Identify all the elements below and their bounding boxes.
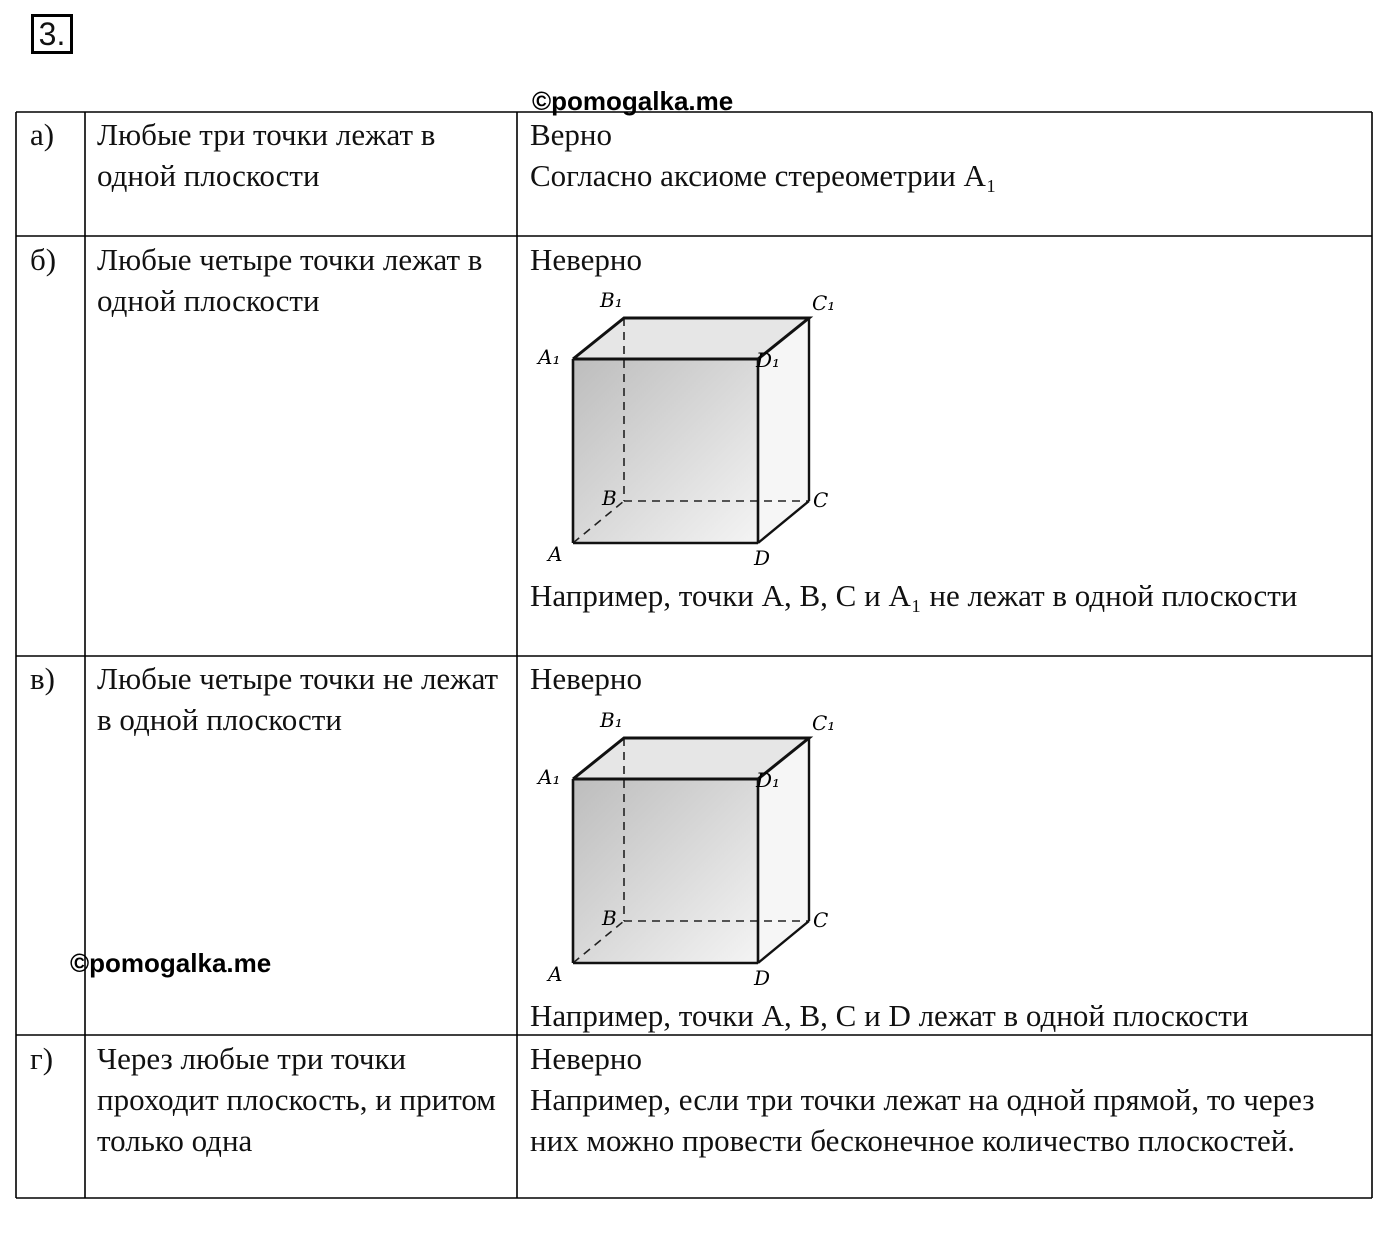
row-g-letter: г)	[30, 1041, 54, 1076]
row-b-explanation: Например, точки A, B, C и A₁ не лежат в одной плоскости	[530, 578, 1298, 613]
task-number: 3.	[31, 14, 73, 54]
row-a-letter: а)	[30, 117, 55, 152]
cube-label-b1: B₁	[600, 708, 623, 732]
row-b-letter: б)	[30, 242, 57, 277]
cube-label-a1: A₁	[538, 345, 561, 369]
row-g-statement: Через любые три точки проходит плоскость, и притом только одна	[97, 1041, 496, 1158]
row-a-statement: Любые три точки лежат в одной плоскости	[97, 117, 436, 193]
cube-label-d: D	[754, 966, 771, 990]
watermark-middle: ©pomogalka.me	[70, 948, 272, 978]
cube-label-b: B	[602, 486, 617, 510]
cube-label-a: A	[548, 542, 563, 566]
cube-label-c1: C₁	[812, 711, 836, 735]
cube-label-c: C	[813, 488, 829, 512]
row-v-letter: в)	[30, 661, 55, 696]
cube-figure	[520, 700, 850, 1000]
cube-label-b: B	[602, 906, 617, 930]
row-v-explanation: Например, точки A, B, C и D лежат в одной плоскости	[530, 998, 1249, 1033]
row-g-verdict: Неверно	[530, 1041, 642, 1076]
row-g-explanation: Например, если три точки лежат на одной прямой, то через них можно провести бесконечное количество плоскостей.	[530, 1082, 1315, 1158]
cube-label-d1: D₁	[756, 348, 781, 372]
cube-label-a: A	[548, 962, 563, 986]
cube-label-a1: A₁	[538, 765, 561, 789]
cube-label-d: D	[754, 546, 771, 570]
row-v-statement: Любые четыре точки не лежат в одной плоскости	[97, 661, 499, 737]
cube-label-b1: B₁	[600, 288, 623, 312]
cube-figure	[520, 280, 850, 580]
row-b-statement: Любые четыре точки лежат в одной плоскости	[97, 242, 483, 318]
cube-label-c1: C₁	[812, 291, 836, 315]
row-a-verdict: Верно	[530, 117, 613, 152]
watermark-top: ©pomogalka.me	[532, 86, 734, 116]
row-b-verdict: Неверно	[530, 242, 642, 277]
row-v-verdict: Неверно	[530, 661, 642, 696]
cube-label-d1: D₁	[756, 768, 781, 792]
cube-label-c: C	[813, 908, 829, 932]
row-a-explanation: Согласно аксиоме стереометрии A₁	[530, 158, 997, 193]
